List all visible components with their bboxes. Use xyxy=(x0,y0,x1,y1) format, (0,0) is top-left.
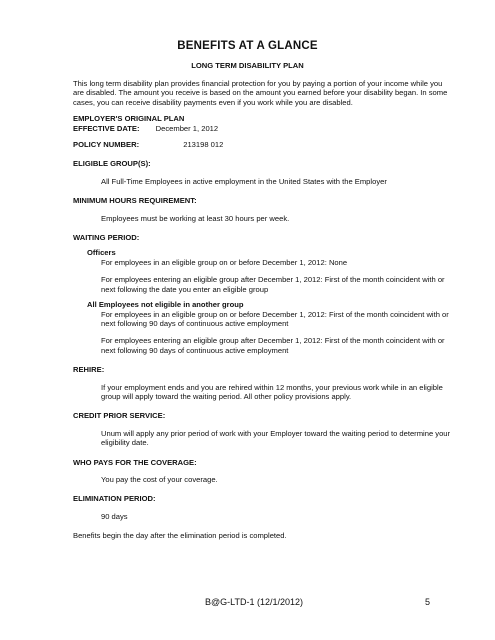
intro-paragraph: This long term disability plan provides financial protection for you by paying a portion of your income while you are disabled. The amount you receive is based on the amount you earned before your disability began. In some cases, you can receive disability payments even if you work while you are disabled. xyxy=(73,79,448,107)
who-pays-text: You pay the cost of your coverage. xyxy=(101,474,218,484)
page-title: BENEFITS AT A GLANCE xyxy=(177,40,318,52)
officers-on-before-text: For employees in an eligible group on or before December 1, 2012: None xyxy=(101,257,348,267)
original-plan-heading: EMPLOYER'S ORIGINAL PLAN xyxy=(73,114,185,124)
eligible-groups-heading: ELIGIBLE GROUP(S): xyxy=(73,159,151,169)
minimum-hours-text: Employees must be working at least 30 hours per week. xyxy=(101,213,290,223)
document-body xyxy=(73,79,453,541)
effective-date-row xyxy=(73,124,453,133)
elimination-period-text: Benefits begin the day after the elimination period is completed. xyxy=(73,531,287,541)
page-subtitle: LONG TERM DISABILITY PLAN xyxy=(191,61,304,70)
officers-label: Officers xyxy=(87,248,116,258)
rehire-heading: REHIRE: xyxy=(73,365,105,375)
credit-prior-service-text: Unum will apply any prior period of work with your Employer toward the waiting period to determine your eligibility date. xyxy=(101,428,451,448)
elimination-period-heading: ELIMINATION PERIOD: xyxy=(73,494,156,504)
effective-date-label: EFFECTIVE DATE: xyxy=(73,123,140,133)
all-employees-after-text: For employees entering an eligible group after December 1, 2012: First of the month coincident with or next following 90 days of continuous active employment xyxy=(101,336,445,355)
rehire-text: If your employment ends and you are rehired within 12 months, your previous work while in an eligible group will apply toward the waiting period. All other policy provisions apply. xyxy=(101,382,443,401)
eligible-groups-text: All Full-Time Employees in active employment in the United States with the Employer xyxy=(101,176,387,186)
officers-after-text: For employees entering an eligible group after December 1, 2012: First of the month coincident with or next following the date you enter an eligible group xyxy=(101,275,445,294)
elimination-period-value: 90 days xyxy=(101,511,128,521)
all-employees-on-before-text: For employees in an eligible group on or before December 1, 2012: First of the month coincident with or next following 90 days of continuous active employment xyxy=(101,309,449,328)
waiting-period-heading: WAITING PERIOD: xyxy=(73,233,140,243)
policy-number-row xyxy=(73,140,453,149)
credit-prior-service-heading: CREDIT PRIOR SERVICE: xyxy=(73,411,166,421)
policy-number-label: POLICY NUMBER: xyxy=(73,140,140,150)
policy-number-value: 213198 012 xyxy=(183,140,224,150)
footer-form-code: B@G-LTD-1 (12/1/2012) xyxy=(205,597,304,607)
page-number: 5 xyxy=(425,597,431,607)
who-pays-heading: WHO PAYS FOR THE COVERAGE: xyxy=(73,457,197,467)
all-employees-label: All Employees not eligible in another group xyxy=(87,300,244,310)
minimum-hours-heading: MINIMUM HOURS REQUIREMENT: xyxy=(73,196,197,206)
effective-date-value: December 1, 2012 xyxy=(155,123,219,133)
